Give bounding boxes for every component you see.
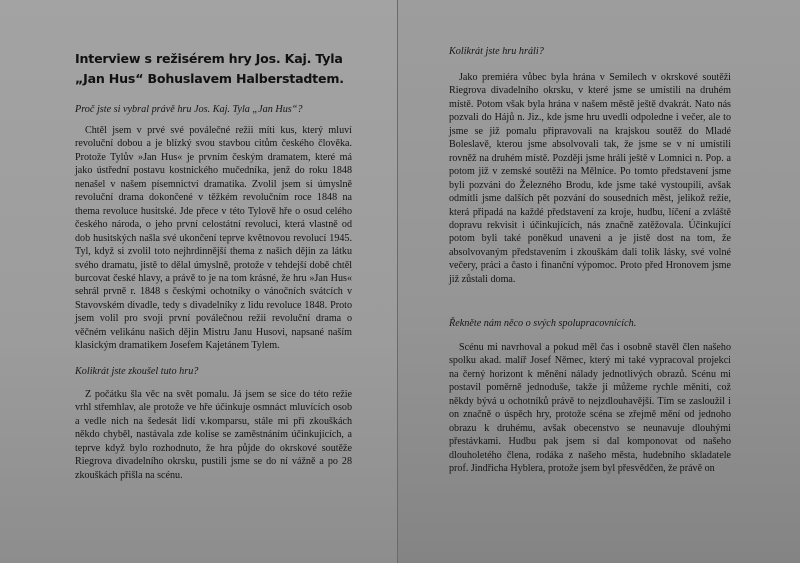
answer-1-text: Chtěl jsem v prvé své poválečné režii míti kus, který mluví revoluční dobou a je blízký svou stavbou citům českého člověka. Protože Tylův »Jan Hus« je prvním českým dramatem, které má jako ústřední postavu kostnického mučedníka, jenž do roku 1848 nenašel v našem písemnictví dramatika. Zvolil jsem si úmyslně revoluční drama dokončené v těžkém revolučním roce 1848 na thema revoluce husitské. Jde přece v této Tylově hře o osud celého českého národa, o jeho první celostátní revoluci, která vlastně od dob husitských našla své ukončení teprve květnovou revolucí 1945. Tyl, když si zvolil toto nejhrdinnější thema z našich dějin za látku svého dramatu, jistě to dělal úmyslně, protože v tehdejší době chtěl burcovat české hlavy, a právě to je na tom krásné, že hru »Jan Hus« sehrál prvně r. 1848 s českými ochotníky o vánočních svátcích v Stavovském divadle, tedy s divadelníky z lidu revoluce 1848. Proto jsem volil pro svoji první poválečnou režii revoluční drama o věčném velikánu našich dějin Mistru Janu Husovi, napsané naším klasickým dramatikem Josefem Kajetánem Tylem.	[75, 125, 352, 352]
answer-2	[75, 388, 352, 482]
left-page	[0, 0, 398, 563]
answer-4-text: Scénu mi navrhoval a pokud měl čas i osobně stavěl člen našeho spolku akad. malíř Josef Němec, který mi také vypracoval projekci na černý horizont k měnění nálady jednotlivých obrazů. Scénu mi postavil poměrně jednoduše, takže ji můžeme rychle měniti, což někdy bývá u ochotníků právě to nejzdlouhavější. Tím se zasloužil i on značně o úspěch hry, protože scéna se zřejmě mění od jednoho obrazu k druhému, avšak obecenstvo se neunavuje dlouhými přestávkami. Hudbu pak jsem si dal komponovat od našeho dlouholetého člena, rodáka z našeho města, hudebního skladatele prof. Jindřicha Hyblera, protože jsem byl přesvědčen, že právě on	[449, 342, 731, 475]
article-title	[75, 49, 375, 89]
answer-3	[449, 71, 731, 286]
title-line-2: „Jan Hus“ Bohuslavem Halberstadtem.	[75, 71, 344, 86]
question-4: Řekněte nám něco o svých spolupracovnících.	[449, 318, 637, 329]
question-2: Kolikrát jste zkoušel tuto hru?	[75, 366, 199, 377]
answer-4	[449, 341, 731, 476]
answer-1	[75, 124, 352, 353]
answer-2-text: Z počátku šla věc na svět pomalu. Já jsem se sice do této režie vrhl střemhlav, ale protože ve hře účinkuje osmnáct mluvících osob a vedle nich na šedesát lidí v.komparsu, stále mi při zkouškách někdo chyběl, nastávala zde kolise se zaměstnáním účinkujících, a teprve když bylo rozhodnuto, že hra půjde do okrskové soutěže Riegrova divadelního okrsku, pustili jsme se do ní vážně a po 28 zkouškách přišla na scénu.	[75, 389, 352, 481]
question-3: Kolikrát jste hru hráli?	[449, 46, 544, 57]
answer-3-text: Jako premiéra vůbec byla hrána v Semilech v okrskové soutěži Riegrova divadelního okrsku, v které jsme se umístili na druhém místě. Potom však byla hrána v našem městě ještě dvakrát. Nato nás pozvali do Hájů n. Jiz., kde jsme hru uvedli odpoledne i večer, ale to jsme se již pomalu připravovali na krajskou soutěž do Mladé Boleslavě, kterou jsme absolvovali tak, že jsme se v ní umístili rovněž na druhém místě. Později jsme hráli ještě v Lomnici n. Pop. a potom již v zemské soutěži na Mělníce. Po tomto představení jsme byli pozváni do Železného Brodu, kde jsme také vystoupili, avšak odmítli jsme dalších pět pozvání do sousedních měst, jelikož režie, která připadá na každé představení za kroje, hudbu, líčení a zvláště dopravu rekvisit i účinkujících, nás značně zatěžovala. Účinkující potom byli také poněkud unaveni a je jistě dost na tom, že absolvovaným představením i zkouškám dali tolik lásky, své volné večery, práci a často i finanční výpomoc. Proto před Hronovem jsme již zůstali doma.	[449, 72, 731, 285]
title-line-1: Interview s režisérem hry Jos. Kaj. Tyla	[75, 51, 343, 66]
question-1: Proč jste si vybral právě hru Jos. Kaj. Tyla „Jan Hus“?	[75, 104, 303, 115]
right-page	[398, 0, 800, 563]
